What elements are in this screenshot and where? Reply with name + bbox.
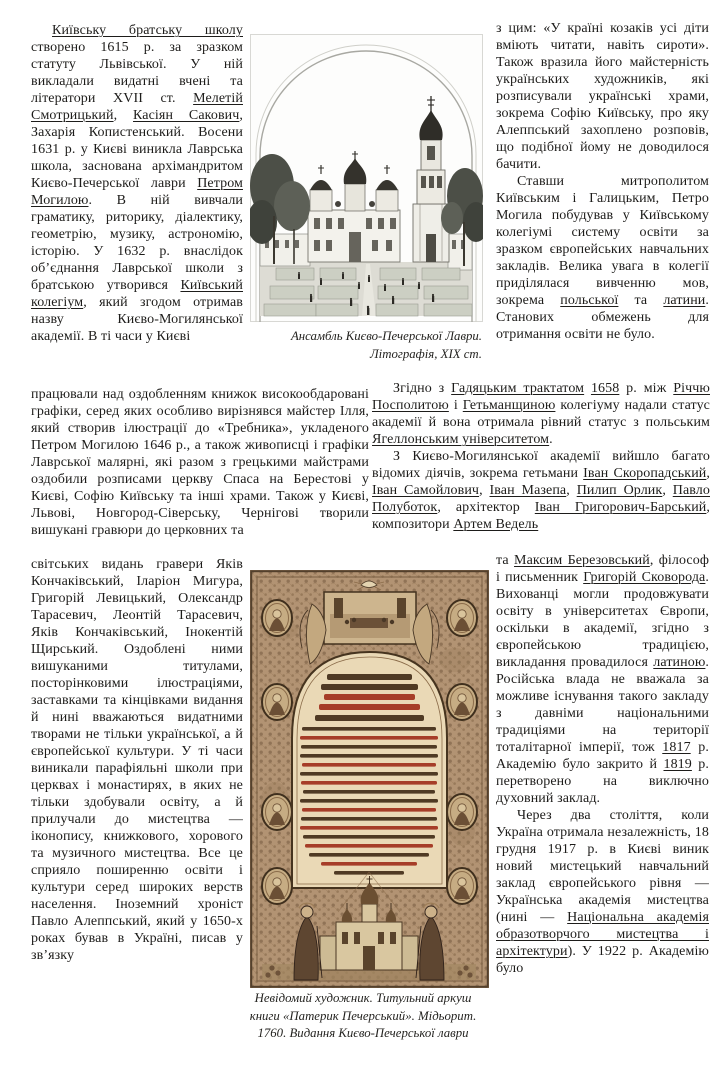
underlined-term: Ягеллонським університетом	[372, 432, 550, 447]
article-column-left-wide	[31, 386, 369, 556]
underlined-term: Іван Скоропадський	[583, 466, 707, 481]
text-run: , філософ і письменник	[496, 553, 709, 585]
text-run: , Захарія Копистенський. Восени 1631 р. у Києві виникла Лаврська школа, заснована архімандритом Києво-Печерської лаври	[31, 108, 243, 191]
lavra-lithograph-image	[250, 34, 483, 322]
dormition-cathedral	[308, 151, 400, 262]
underlined-term: Петром Могилою	[31, 176, 243, 208]
caption-line: Літографія, XIX ст.	[369, 346, 482, 361]
underlined-term: Гетьманщиною	[462, 398, 556, 413]
text-run	[584, 381, 591, 396]
underlined-term: Пилип Орлик	[576, 483, 663, 498]
underlined-term: Григорій Сковорода	[583, 570, 706, 585]
text-run: ,	[113, 108, 134, 123]
text-run: , архітектор	[437, 500, 535, 515]
underlined-term: 1817	[662, 740, 691, 755]
article-column-left-bottom	[31, 556, 243, 1042]
article-column-right-top	[496, 20, 709, 380]
underlined-term: Максим Березовський	[514, 553, 650, 568]
underlined-term: Київську братську школу	[52, 23, 243, 38]
paterik-title-page-figure	[250, 570, 489, 988]
underlined-term: польської	[560, 293, 619, 308]
text-run: . Вихованці могли продовжувати освіту в університетах Європи, оскільки в академії, згідно з європейською традицією, викладання провадилося	[496, 570, 709, 670]
paterik-title-page-image	[250, 570, 489, 988]
text-run: р. перетворено на виключно духовний заклад.	[496, 757, 709, 806]
text-run: . Російська влада не вважала за можливе існування такого закладу з давніми національними традиціями на території тоталітарної імперії, тож	[496, 655, 709, 755]
article-column-right-bottom	[496, 552, 709, 1049]
underlined-term: Мелетій Смотрицький	[31, 91, 243, 123]
underlined-term: Річчю Посполитою	[372, 381, 710, 413]
text-run: і	[448, 398, 463, 413]
underlined-term: 1658	[590, 381, 620, 396]
text-run: колегіуму надали статус академії й вона отримала рівний статус з польським	[372, 398, 710, 430]
text-run: ,	[479, 483, 490, 498]
text-run: . В ній вивчали граматику, риторику, діалектику, геометрію, музику, астрономію, історію. У 1632 р. внаслідок об’єднання Лаврської школи з братською утворився	[31, 193, 243, 293]
article-column-left-top	[31, 22, 243, 386]
text-run: .	[549, 432, 553, 447]
caption-line: 1760. Видання Києво-Печерської лаври	[257, 1026, 469, 1040]
text-run: ,	[662, 483, 673, 498]
underlined-term: 1819	[663, 757, 692, 772]
dormition-vignette	[324, 592, 416, 644]
text-run: ). У 1922 р. Академію було	[496, 944, 709, 976]
lavra-lithograph-figure	[250, 34, 483, 322]
text-run: , композитори	[372, 500, 710, 532]
text-run: р. між	[619, 381, 674, 396]
text-run: Через два століття, коли Україна отримала незалежність, 18 грудня 1917 р. в Києві виник новий мистецький навчальний заклад європейського рівня — Українська академія мистецтва (нині —	[496, 808, 709, 925]
underlined-term: Іван Самойлович	[372, 483, 480, 498]
underlined-term: Артем Ведель	[453, 517, 539, 532]
underlined-term: Київський колегіум	[31, 278, 243, 310]
caption-line: Невідомий художник. Титульний аркуш	[254, 991, 472, 1005]
caption-line: Ансамбль Києво-Печерської Лаври.	[290, 329, 482, 343]
underlined-term: Іван Мазепа	[489, 483, 567, 498]
underlined-term: Національна академія образотворчого мистецтва і архітектури	[496, 910, 709, 959]
text-run: Згідно з	[393, 381, 452, 396]
caption-lavra	[250, 328, 482, 363]
text-run: ,	[706, 466, 710, 481]
text-run: Ставши митрополитом Київським і Галицьким, Петро Могила побудував у Київському колегіумі систему освіти за зразком європейських навчальних закладів. Велика увага в колегії приділялася вивченню мов, зокрема	[496, 174, 709, 308]
underlined-term: Касіян Сакович	[133, 108, 240, 123]
underlined-term: Іван Григорович-Барський	[534, 500, 707, 515]
caption-paterik	[234, 990, 492, 1043]
text-run: працювали над оздобленням книжок високообдаровані графіки, серед яких особливо вирізнявся майстер Ілля, який створив ілюстрації до «Требника», укладеного Петром Могилою 1646 р., а також живописці і графіки Лаврської малярні, які разом з грецькими майстрами оздобили розписами церкву Спаса на Берестові у Києві, Софію Київську та інші храми. Також у Києві, Львові, Новгород-Сіверську, Чернігові творили вишукані гравюри до церковних та	[31, 387, 369, 538]
text-run: ,	[566, 483, 577, 498]
underlined-term: латиною	[653, 655, 706, 670]
underlined-term: Павло Полуботок	[372, 483, 710, 515]
text-run: р. Академію було закрито й	[496, 740, 709, 772]
text-run: та	[496, 553, 515, 568]
text-run: З Києво-Могилянської академії вийшло багато відомих діячів, зокрема гетьмани	[372, 449, 710, 481]
text-run: створено 1615 р. за зразком статуту Львівської. У ній викладали видатні вчені та літератори XVII ст.	[31, 40, 243, 106]
text-run: та	[618, 293, 664, 308]
caption-line: книги «Патерик Печерський». Мідьорит.	[249, 1008, 477, 1023]
text-run: з цим: «У країні козаків усі діти вміють читати, навіть сироти». Також вразила його майстерність українських художників, які розписували українські храми, зокрема Софію Київську, про яку Алеппський захоплено розповів, що подібної йому не доводилося бачити.	[496, 21, 709, 172]
slavonic-text-lines	[300, 674, 438, 875]
text-run: . Станових обмежень для отримання освіти не було.	[496, 293, 709, 342]
underlined-term: Гадяцьким трактатом	[451, 381, 585, 396]
article-column-right-wide	[372, 380, 710, 556]
underlined-term: латини	[663, 293, 706, 308]
central-text-panel	[292, 652, 447, 888]
text-run: світських видань гравери Яків Кончаківський, Іларіон Мигура, Григорій Левицький, Олександр Тарасевич, Леонтій Тарасевич, Яків Кончаківський, Інокентій Щирський. Оздоблені ними вишуканими титулами, посторінковими ілюстраціями, заставками та кінцівками видання й нині вважаються видатними творами не тільки української, а й європейської культури. У ті часи виникали парафіяльні школи при церквах і монастирях, в яких не тільки здобували освіту, а й прилучали до мистецтва — іконопису, книжкового, хорового та музичного мистецтва. Все це сприяло поширенню освіти і культури серед широких верств населення. Іноземний хроніст Павло Алеппський, який у 1650-х роках бував в Україні, писав у зв’язку	[31, 557, 243, 963]
text-run: , який згодом отримав назву Києво-Могилянської академії. В ті часи у Києві	[31, 295, 243, 344]
